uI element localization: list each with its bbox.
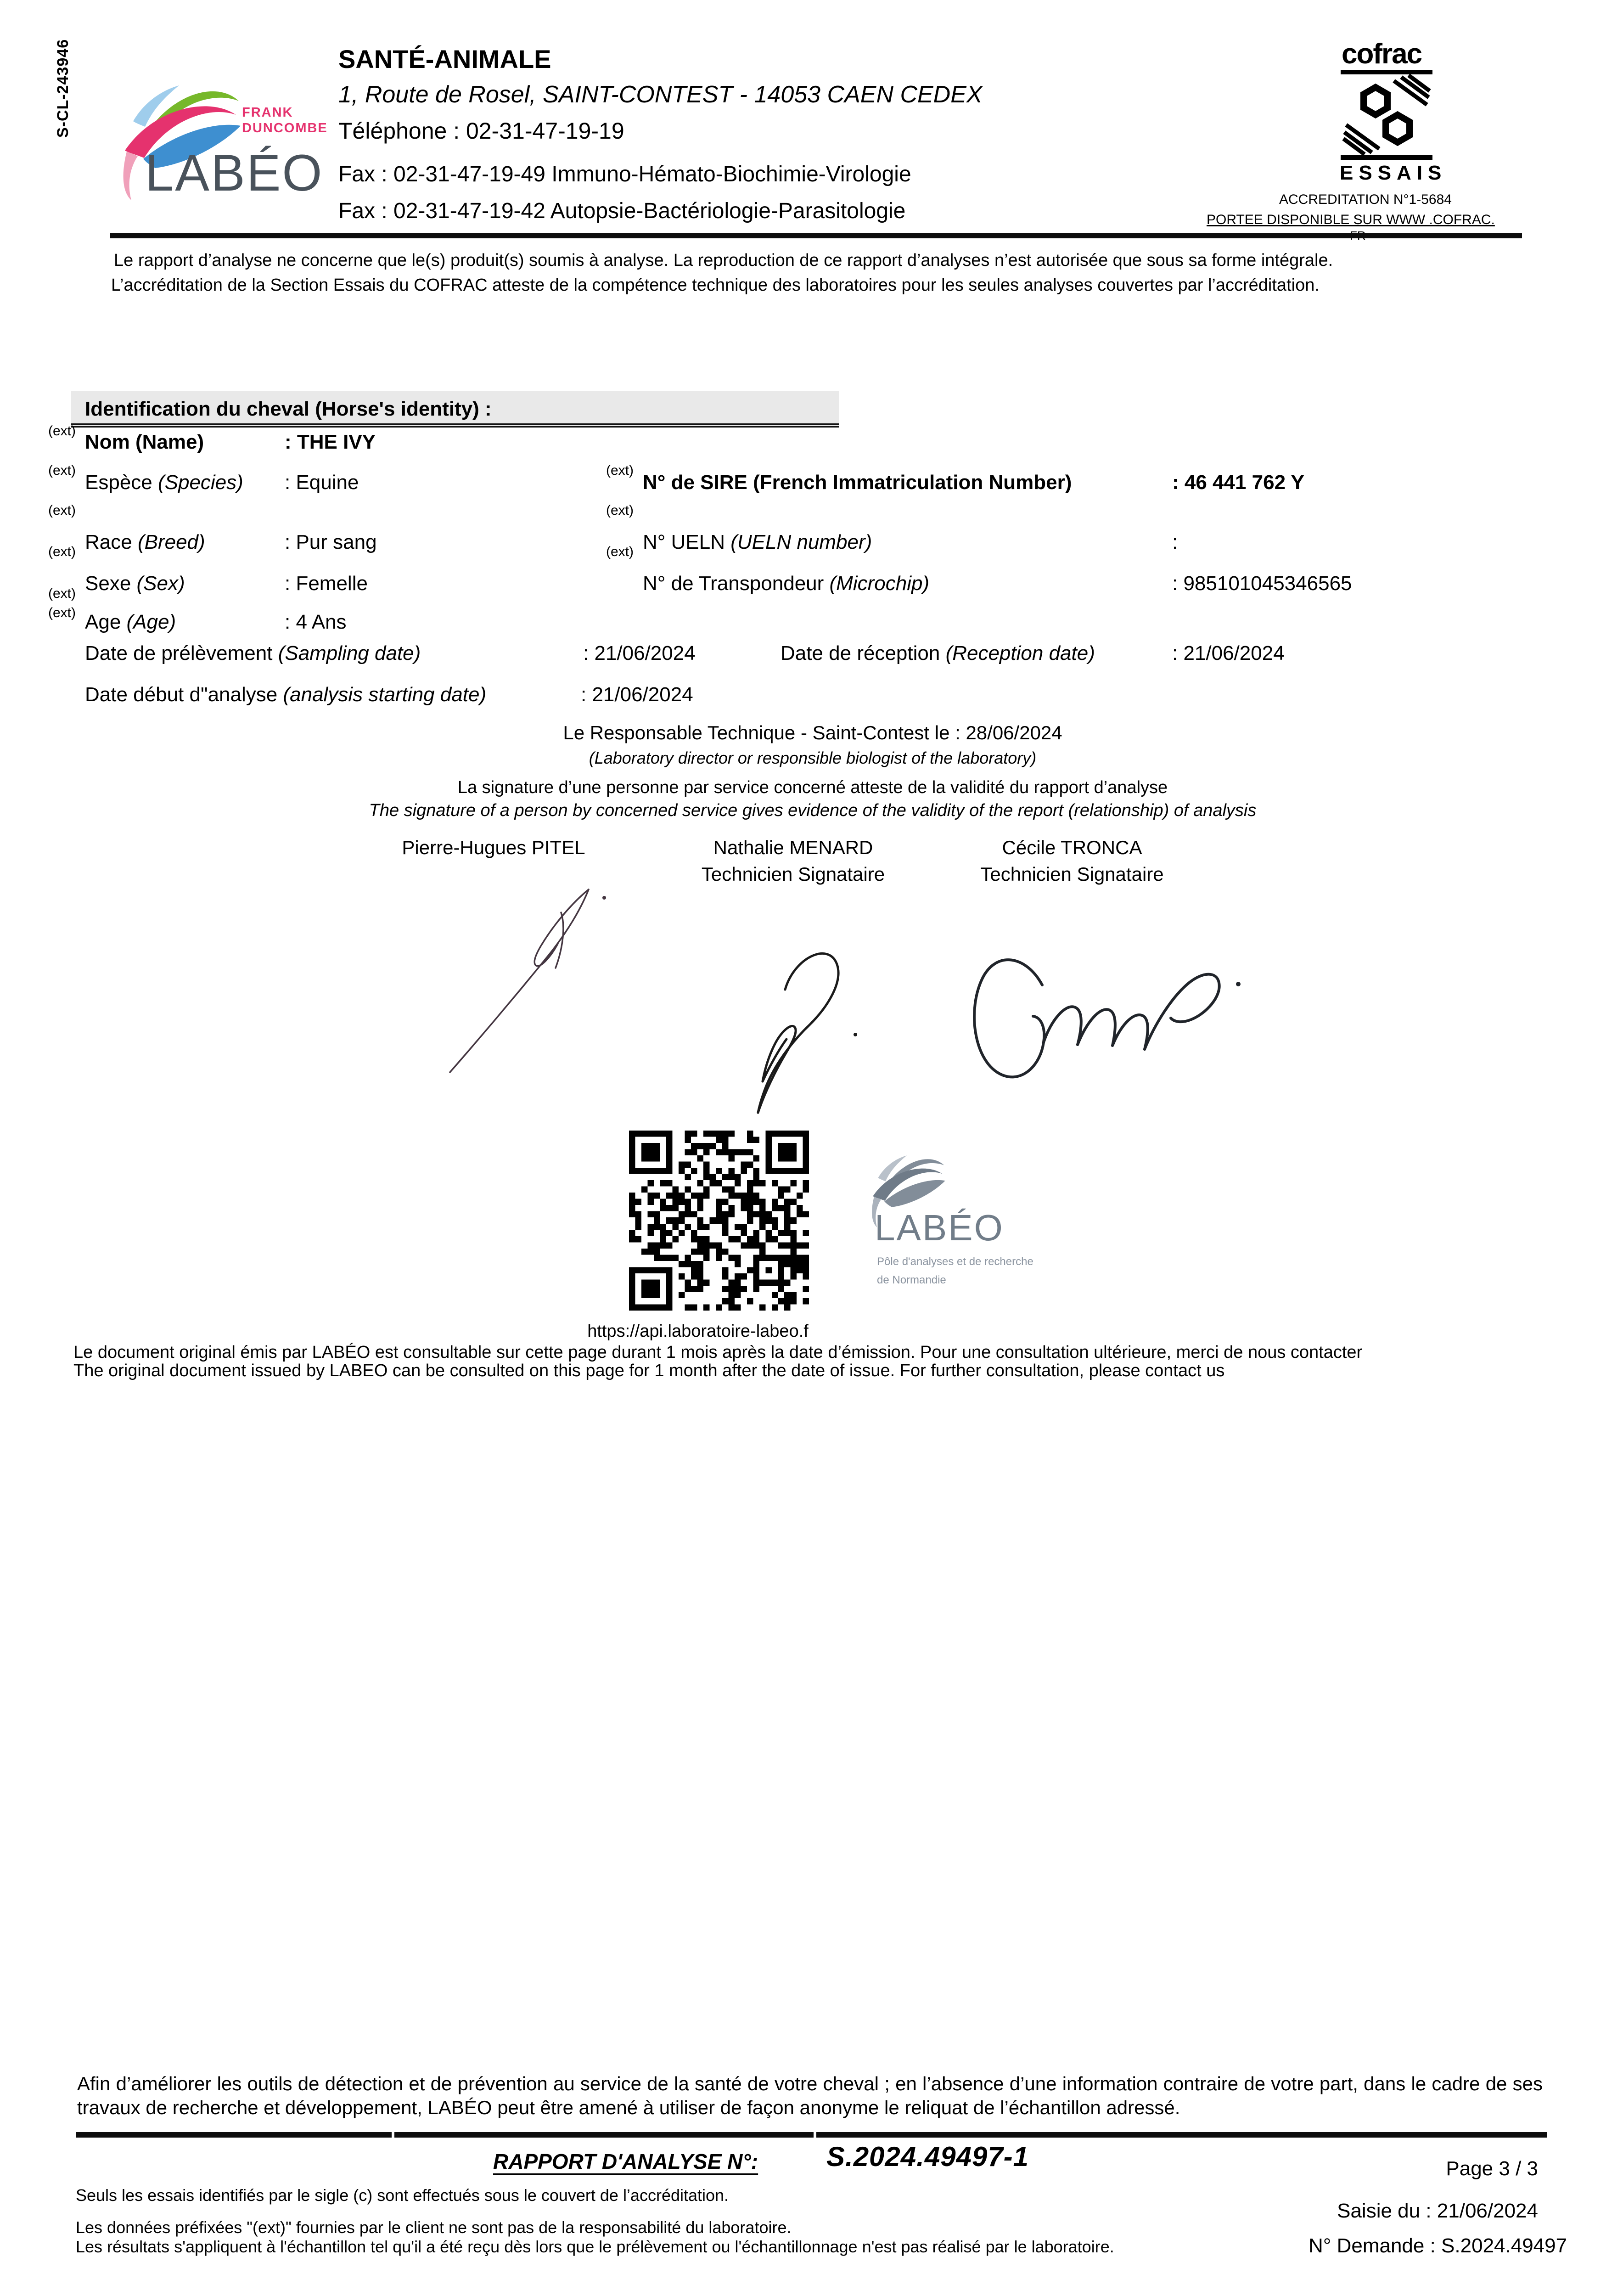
signature-validity-en: The signature of a person by concerned service gives evidence of the validity of the report (relationship) of analysis (369, 801, 1257, 820)
ext-tag: (ext) (48, 605, 76, 620)
footer-note-3: Les résultats s'appliquent à l'échantillon tel qu'il a été reçu dès lors que le prélèvement ou l'échantillonnage n'est pas réalisé par le laboratoire. (76, 2237, 1114, 2256)
sire-label: N° de SIRE (French Immatriculation Number) (643, 471, 1072, 494)
fax-line-2: Fax : 02-31-47-19-42 Autopsie-Bactériologie-Parasitologie (338, 199, 906, 223)
footer-logo-wordmark: LABÉO (875, 1207, 1004, 1248)
signer-role-3: Technicien Signataire (980, 863, 1164, 885)
sex-value: : Femelle (285, 572, 368, 595)
row-species-sire (0, 471, 1623, 499)
reception-date-value: : 21/06/2024 (1172, 642, 1285, 664)
ueln-label: N° UELN (UELN number) (643, 531, 872, 553)
footer-logo-tagline-2: de Normandie (877, 1274, 946, 1286)
analysis-start-label: Date début d"analyse (analysis starting date) (85, 683, 487, 706)
reception-date-label: Date de réception (Reception date) (781, 642, 1095, 664)
footer-divider-seg1 (76, 2132, 392, 2138)
species-label: Espèce (Species) (85, 471, 243, 494)
row-sex-microchip (0, 572, 1623, 600)
cofrac-essais-label: ESSAIS (1340, 162, 1447, 184)
signature-pitel (422, 879, 620, 1081)
signer-name-2: Nathalie MENARD (713, 837, 873, 858)
footer-divider-seg3 (816, 2132, 1547, 2138)
signer-role-2: Technicien Signataire (701, 863, 885, 885)
cofrac-wordmark: cofrac (1342, 38, 1422, 70)
sampling-date-label: Date de prélèvement (Sampling date) (85, 642, 421, 664)
sampling-date-value: : 21/06/2024 (583, 642, 696, 664)
header-divider (110, 233, 1522, 238)
ext-tag: (ext) (606, 463, 634, 478)
report-number-value: S.2024.49497-1 (826, 2141, 1029, 2172)
row-name (0, 431, 1623, 458)
address-line: 1, Route de Rosel, SAINT-CONTEST - 14053 CAEN CEDEX (338, 81, 983, 108)
microchip-value: : 985101045346565 (1172, 572, 1352, 595)
ext-tag: (ext) (606, 503, 634, 518)
qr-url: https://api.laboratoire-labeo.f (587, 1322, 809, 1341)
logo-subbrand (242, 105, 328, 136)
identity-section-title: Identification du cheval (Horse's identity) : (85, 398, 492, 420)
report-number-label: RAPPORT D'ANALYSE N°: (493, 2150, 758, 2173)
entry-date: Saisie du : 21/06/2024 (1337, 2200, 1538, 2222)
page-indicator: Page 3 / 3 (1446, 2157, 1538, 2180)
logo-wordmark: LABÉO (145, 144, 324, 202)
notice-line-2: L’accréditation de la Section Essais du COFRAC atteste de la compétence technique des laboratoires pour les seules analyses couvertes par l’accréditation. (111, 276, 1320, 295)
signature-tronca (953, 912, 1256, 1132)
signature-menard (719, 939, 865, 1123)
responsible-line: Le Responsable Technique - Saint-Contest le : 28/06/2024 (563, 722, 1062, 743)
fax-line-1: Fax : 02-31-47-19-49 Immuno-Hémato-Biochimie-Virologie (338, 162, 911, 186)
request-number: N° Demande : S.2024.49497 (1309, 2234, 1567, 2257)
species-value: : Equine (285, 471, 359, 494)
notice-line-1: Le rapport d’analyse ne concerne que le(s) produit(s) soumis à analyse. La reproduction de ce rapport d’analyses n’est autorisée que sous sa forme intégrale. (114, 251, 1333, 270)
ext-tag: (ext) (48, 544, 76, 559)
sire-value: : 46 441 762 Y (1172, 471, 1304, 494)
sample-code-vertical: S-CL-243946 (54, 39, 72, 138)
breed-label: Race (Breed) (85, 531, 205, 553)
microchip-label: N° de Transpondeur (Microchip) (643, 572, 930, 595)
consult-notice-en: The original document issued by LABEO can be consulted on this page for 1 month after the date of issue. For further consultation, please contact us (73, 1361, 1225, 1380)
identity-section-bar (71, 391, 839, 428)
age-value: : 4 Ans (285, 611, 347, 633)
responsible-line-en: (Laboratory director or responsible biologist of the laboratory) (589, 748, 1037, 767)
name-value: : THE IVY (285, 431, 376, 453)
ueln-value: : (1172, 531, 1178, 553)
footer-divider-seg2 (394, 2132, 814, 2138)
row-analysis-start (0, 683, 1623, 711)
cofrac-accreditation: ACCREDITATION N°1-5684 (1279, 192, 1452, 207)
signer-name-1: Pierre-Hugues PITEL (402, 837, 585, 858)
footer-note-2: Les données préfixées "(ext)" fournies par le client ne sont pas de la responsabilité du laboratoire. (76, 2218, 792, 2237)
ext-tag: (ext) (606, 544, 634, 559)
consult-notice-fr: Le document original émis par LABÉO est consultable sur cette page durant 1 mois après la date d’émission. Pour une consultation ultérieure, merci de nous contacter (73, 1343, 1363, 1362)
signer-name-3: Cécile TRONCA (1002, 837, 1142, 858)
logo-subbrand-line2: DUNCOMBE (242, 121, 328, 135)
research-notice: Afin d’améliorer les outils de détection et de prévention au service de la santé de votre cheval ; en l’absence d’une information contraire de votre part, dans le cadre de ses travaux de recherche et développement, LABÉO peut être amené à utiliser de façon anonyme le reliquat de l’échantillon adressé. (77, 2073, 1543, 2118)
cofrac-logo-graphic (1341, 70, 1432, 160)
row-age (0, 611, 1623, 638)
footer-logo-tagline (877, 1253, 1033, 1289)
qr-code (629, 1131, 809, 1311)
row-sampling-reception (0, 642, 1623, 670)
analysis-start-value: : 21/06/2024 (581, 683, 693, 706)
signature-validity-fr: La signature d’une personne par service concerné atteste de la validité du rapport d’analyse (457, 778, 1168, 797)
department-title: SANTÉ-ANIMALE (338, 45, 551, 73)
name-label: Nom (Name) (85, 431, 204, 453)
breed-value: : Pur sang (285, 531, 377, 553)
footer-note-1: Seuls les essais identifiés par le sigle (c) sont effectués sous le couvert de l’accréditation. (76, 2186, 729, 2205)
ext-tag: (ext) (48, 586, 76, 601)
ext-tag: (ext) (48, 503, 76, 518)
sex-label: Sexe (Sex) (85, 572, 185, 595)
ext-tag: (ext) (48, 423, 76, 439)
ext-tag: (ext) (48, 463, 76, 478)
row-breed-ueln (0, 531, 1623, 558)
footer-logo-tagline-1: Pôle d'analyses et de recherche (877, 1255, 1033, 1268)
logo-subbrand-line1: FRANK (242, 105, 293, 120)
cofrac-scope-link: PORTEE DISPONIBLE SUR WWW .COFRAC. (1207, 212, 1495, 227)
phone-line: Téléphone : 02-31-47-19-19 (338, 118, 624, 144)
age-label: Age (Age) (85, 611, 176, 633)
